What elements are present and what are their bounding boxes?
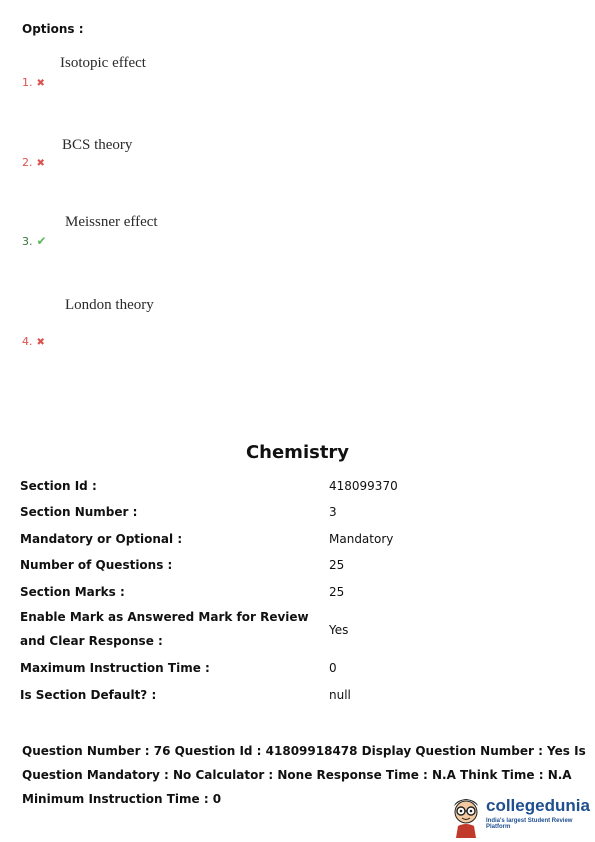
option-1-number	[22, 76, 45, 89]
max-instruction-time-value: 0	[329, 661, 337, 675]
cross-icon: ✖	[36, 78, 45, 89]
option-2-number-label: 2.	[22, 156, 33, 169]
option-4-number-label: 4.	[22, 335, 33, 348]
question-info: Question Number : 76 Question Id : 41809918478 Display Question Number : Yes Is Question Mandatory : No Calculator : None Response Time : N.A Think Time : N.A Minimum Instruction Time : 0	[22, 744, 586, 806]
option-1-number-label: 1.	[22, 76, 33, 89]
cross-icon: ✖	[36, 337, 45, 348]
enable-mark-label: Enable Mark as Answered Mark for Review and Clear Response :	[20, 610, 309, 648]
section-marks-label: Section Marks :	[20, 585, 125, 599]
option-3-number-label: 3.	[22, 235, 33, 248]
collegedunia-logo	[448, 794, 593, 838]
mascot-icon	[448, 794, 484, 838]
options-heading: Options :	[22, 22, 84, 36]
section-id-value: 418099370	[329, 479, 398, 493]
section-marks-value: 25	[329, 585, 345, 599]
enable-mark-value: Yes	[329, 623, 349, 637]
option-4-text: London theory	[65, 297, 154, 313]
logo-tagline: India's largest Student Review Platform	[486, 818, 573, 830]
option-4-number	[22, 335, 45, 348]
question-count-value: 25	[329, 558, 345, 572]
mandatory-label: Mandatory or Optional :	[20, 532, 183, 546]
cross-icon: ✖	[36, 158, 45, 169]
option-3-number	[22, 234, 47, 248]
option-2-number	[22, 156, 45, 169]
section-default-value: null	[329, 688, 351, 702]
logo-name: collegedunia	[486, 796, 590, 815]
option-1-text: Isotopic effect	[60, 55, 146, 71]
mandatory-value: Mandatory	[329, 532, 394, 546]
option-3-text: Meissner effect	[65, 214, 158, 230]
section-default-label: Is Section Default? :	[20, 688, 157, 702]
check-icon: ✔	[36, 234, 47, 248]
section-id-label: Section Id :	[20, 479, 97, 493]
section-title: Chemistry	[245, 442, 350, 463]
option-2-text: BCS theory	[62, 137, 133, 153]
section-number-label: Section Number :	[20, 505, 138, 519]
section-number-value: 3	[329, 505, 337, 519]
question-count-label: Number of Questions :	[20, 558, 173, 572]
max-instruction-time-label: Maximum Instruction Time :	[20, 661, 210, 675]
